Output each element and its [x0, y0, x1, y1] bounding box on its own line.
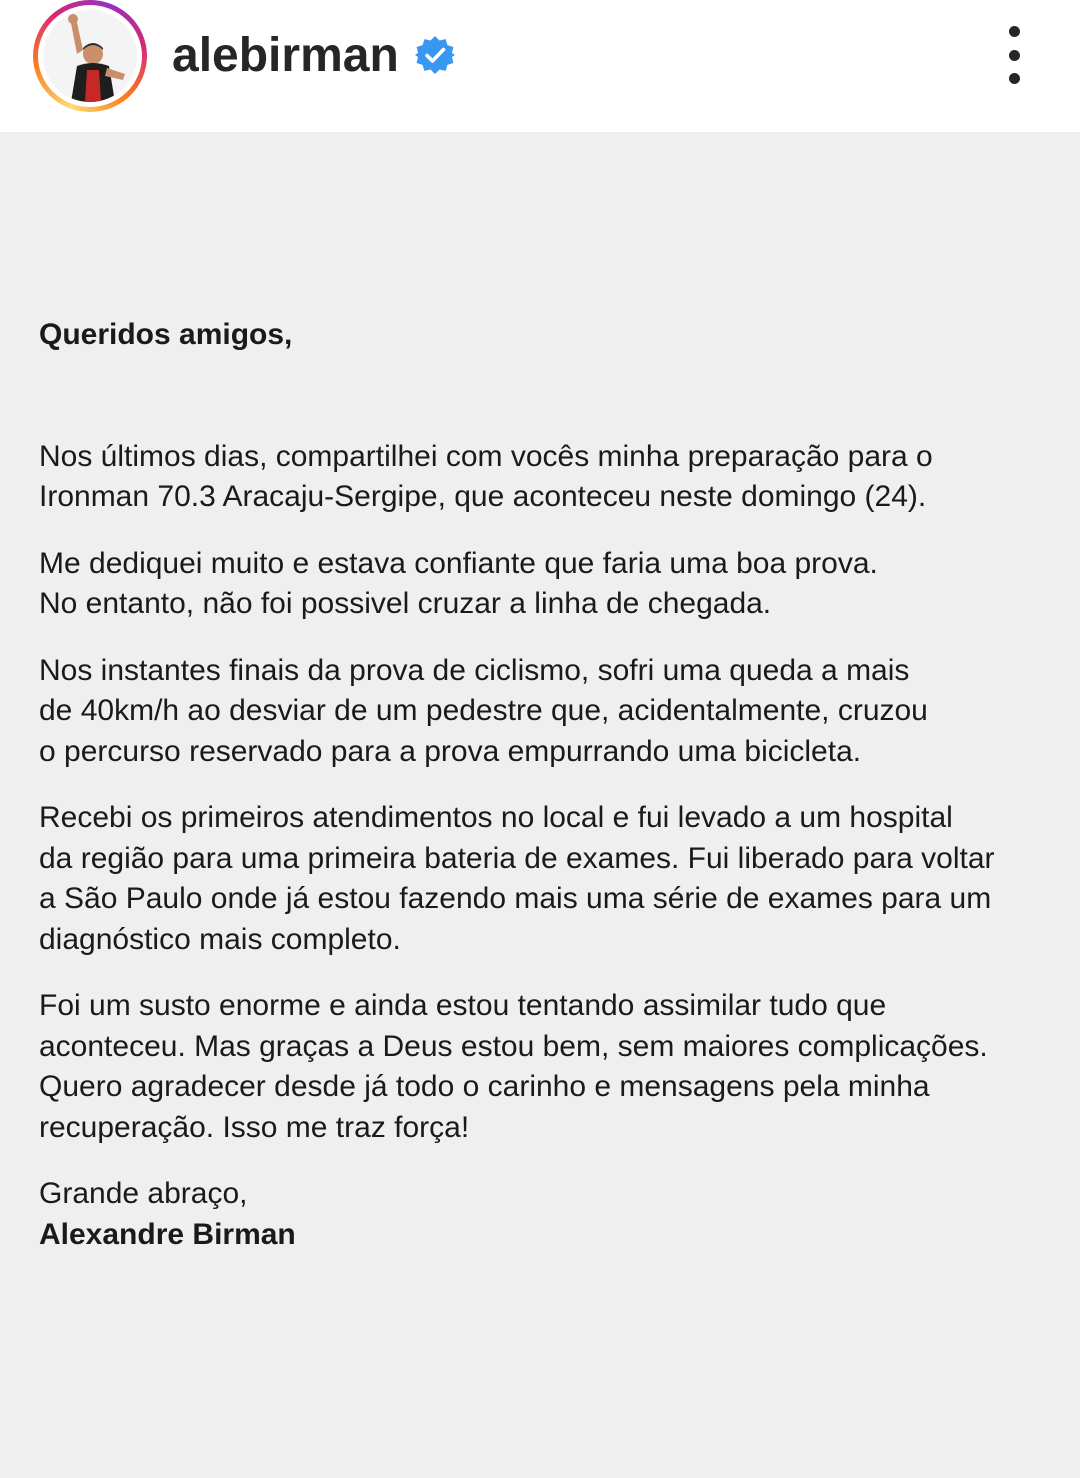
- letter-greeting: Queridos amigos,: [39, 318, 293, 351]
- more-dot: [1009, 26, 1020, 37]
- more-dot: [1009, 73, 1020, 84]
- letter-paragraph: Recebi os primeiros atendimentos no local e fui levado a um hospital da região para uma primeira bateria de exames. Fui liberado para voltar a São Paulo onde já estou fazendo mais uma série de exames para um diagnóstico mais completo.: [39, 801, 995, 956]
- avatar[interactable]: [43, 10, 137, 102]
- letter-paragraph: Nos últimos dias, compartilhei com vocês minha preparação para o Ironman 70.3 Aracaju-Sergipe, que aconteceu neste domingo (24).: [39, 439, 933, 513]
- avatar-ring-gap: [38, 5, 142, 107]
- more-vertical-icon[interactable]: [996, 26, 1032, 84]
- letter-paragraph: Me dediquei muito e estava confiante que faria uma boa prova. No entanto, não foi possivel cruzar a linha de chegada.: [39, 546, 878, 620]
- more-dot: [1009, 50, 1020, 61]
- avatar-story-ring[interactable]: [33, 0, 147, 112]
- letter-signature: Alexandre Birman: [39, 1217, 296, 1251]
- post-image[interactable]: [0, 132, 1080, 1478]
- avatar-person-icon: [43, 10, 137, 102]
- letter-closing: Grande abraço,: [39, 1177, 248, 1210]
- post-header: [0, 0, 1080, 132]
- letter-paragraph: Foi um susto enorme e ainda estou tentando assimilar tudo que aconteceu. Mas graças a Deus estou bem, sem maiores complicações. Quero agradecer desde já todo o carinho e mensagens pela minha recuperação. Isso me traz força!: [39, 989, 988, 1144]
- verified-badge-icon: [415, 35, 455, 75]
- letter-text: [39, 315, 1049, 1255]
- username-row: [172, 20, 455, 90]
- username[interactable]: alebirman: [172, 28, 399, 82]
- letter-paragraph: Nos instantes finais da prova de ciclismo, sofri uma queda a mais de 40km/h ao desviar de um pedestre que, acidentalmente, cruzou o percurso reservado para a prova empurrando uma bicicleta.: [39, 653, 928, 768]
